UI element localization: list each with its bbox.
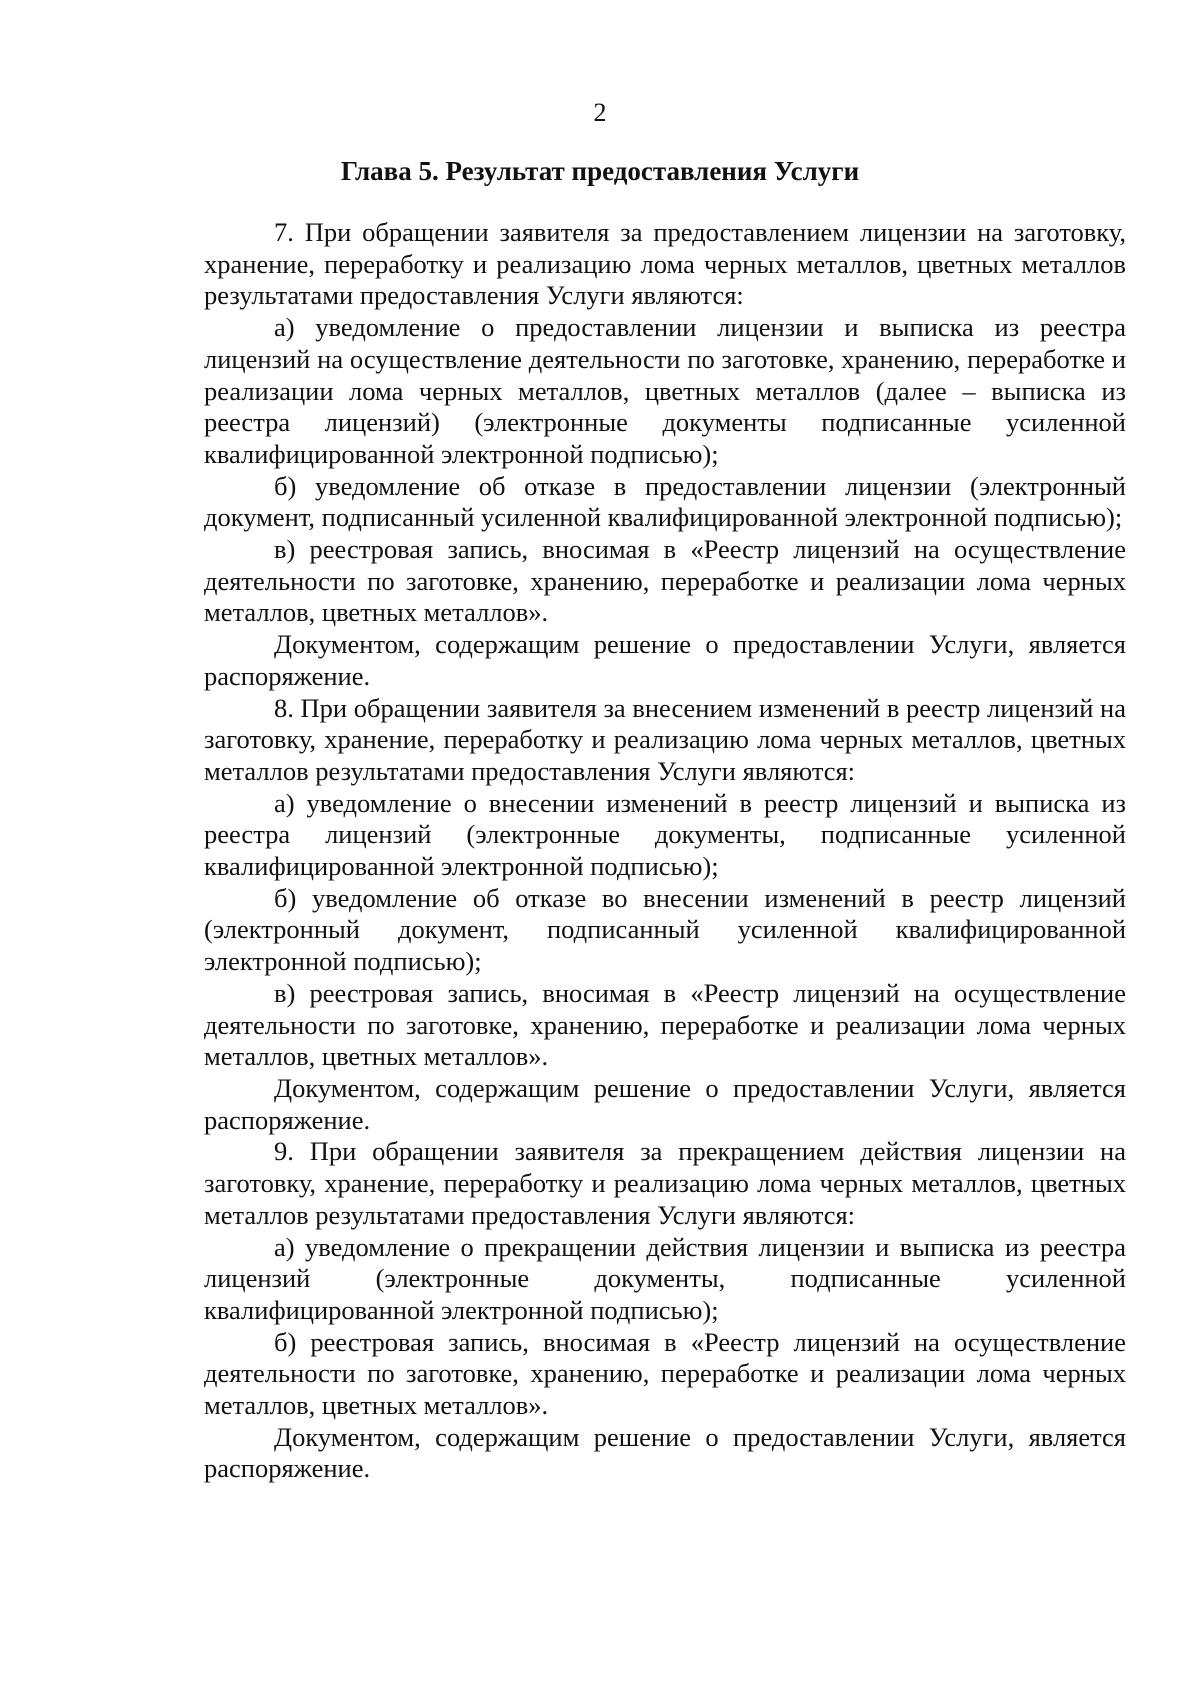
paragraph-7-item-v: в) реестровая запись, вносимая в «Реестр лицензий на осуществление деятельности по заготовке, хранению, переработке и реализации лома черных металлов, цветных металлов». bbox=[204, 534, 1126, 628]
document-body bbox=[204, 217, 1126, 1485]
paragraph-9-item-a: а) уведомление о прекращении действия лицензии и выписка из реестра лицензий (электронные документы, подписанные усиленной квалифицированной электронной подписью); bbox=[204, 1231, 1126, 1325]
paragraph-8-item-a: а) уведомление о внесении изменений в реестр лицензий и выписка из реестра лицензий (электронные документы, подписанные усиленной квалифицированной электронной подписью); bbox=[204, 787, 1126, 882]
paragraph-8-decision: Документом, содержащим решение о предоставлении Услуги, является распоряжение. bbox=[204, 1072, 1126, 1135]
paragraph-9-item-b: б) реестровая запись, вносимая в «Реестр лицензий на осуществление деятельности по заготовке, хранению, переработке и реализации лома черных металлов, цветных металлов». bbox=[204, 1326, 1126, 1421]
paragraph-7-item-a: а) уведомление о предоставлении лицензии и выписка из реестра лицензий на осуществление деятельности по заготовке, хранению, переработке и реализации лома черных металлов, цветных металлов (далее – выписка из реестра лицензий) (электронные документы подписанные усиленной квалифицированной электронной подписью); bbox=[204, 312, 1126, 469]
paragraph-8-intro: 8. При обращении заявителя за внесением изменений в реестр лицензий на заготовку, хранение, переработку и реализацию лома черных металлов, цветных металлов результатами предоставления Услуги являются: bbox=[204, 692, 1126, 786]
paragraph-7-decision: Документом, содержащим решение о предоставлении Услуги, является распоряжение. bbox=[204, 629, 1126, 691]
paragraph-9-decision: Документом, содержащим решение о предоставлении Услуги, является распоряжение. bbox=[204, 1421, 1126, 1484]
page-number: 2 bbox=[593, 98, 607, 127]
paragraph-8-item-b: б) уведомление об отказе во внесении изменений в реестр лицензий (электронный документ, подписанный усиленной квалифицированной электронной подписью); bbox=[204, 882, 1126, 977]
paragraph-9-intro: 9. При обращении заявителя за прекращением действия лицензии на заготовку, хранение, переработку и реализацию лома черных металлов, цветных металлов результатами предоставления Услуги являются: bbox=[204, 1136, 1126, 1230]
paragraph-8-item-v: в) реестровая запись, вносимая в «Реестр лицензий на осуществление деятельности по заготовке, хранению, переработке и реализации лома черных металлов, цветных металлов». bbox=[204, 977, 1126, 1072]
paragraph-7-intro: 7. При обращении заявителя за предоставлением лицензии на заготовку, хранение, переработку и реализацию лома черных металлов, цветных металлов результатами предоставления Услуги являются: bbox=[204, 217, 1126, 311]
chapter-title: Глава 5. Результат предоставления Услуги bbox=[340, 156, 860, 186]
paragraph-7-item-b: б) уведомление об отказе в предоставлении лицензии (электронный документ, подписанный усиленной квалифицированной электронной подписью); bbox=[204, 470, 1126, 533]
